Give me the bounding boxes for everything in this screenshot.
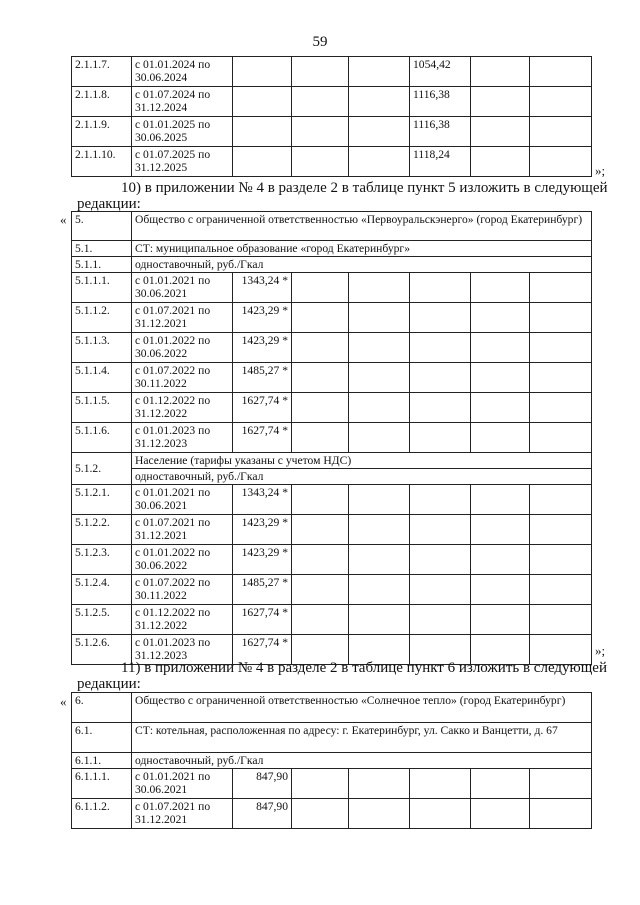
empty-cell — [233, 117, 292, 147]
empty-cell — [233, 57, 292, 87]
empty-cell — [349, 303, 410, 333]
table-row — [72, 87, 592, 117]
empty-cell — [410, 605, 471, 635]
paragraph-10-line1: 10) в приложении № 4 в разделе 2 в таблице пункт 5 изложить в следующей — [121, 180, 608, 196]
empty-cell — [292, 393, 349, 423]
row-title: СТ: котельная, расположенная по адресу: г. Екатеринбург, ул. Сакко и Ванцетти, д. 67 — [132, 723, 592, 753]
empty-cell — [530, 147, 592, 177]
row-code: 2.1.1.10. — [72, 147, 132, 177]
table-row — [72, 423, 592, 453]
empty-cell — [349, 117, 410, 147]
empty-cell — [530, 799, 592, 829]
row-period: с 01.07.2024 по 31.12.2024 — [132, 87, 233, 117]
paragraph-10-line2: редакции: — [77, 196, 141, 212]
empty-cell — [410, 485, 471, 515]
row-value: 847,90 — [233, 769, 292, 799]
row-value: 1627,74 * — [233, 635, 292, 665]
empty-cell — [530, 273, 592, 303]
table-row — [72, 212, 592, 241]
row-period: с 01.07.2021 по 31.12.2021 — [132, 515, 233, 545]
table-row — [72, 469, 592, 485]
row-code: 6.1.1.1. — [72, 769, 132, 799]
empty-cell — [530, 575, 592, 605]
empty-cell — [530, 393, 592, 423]
empty-cell — [471, 57, 530, 87]
row-title: одноставочный, руб./Гкал — [132, 753, 592, 769]
row-value: 1343,24 * — [233, 273, 292, 303]
table-body — [72, 57, 592, 177]
row-code: 6. — [72, 693, 132, 723]
row-code: 5.1.1.5. — [72, 393, 132, 423]
empty-cell — [530, 303, 592, 333]
row-period: с 01.12.2022 по 31.12.2022 — [132, 605, 233, 635]
row-code: 5.1.1.2. — [72, 303, 132, 333]
table-row — [72, 257, 592, 273]
empty-cell — [349, 363, 410, 393]
row-period: с 01.01.2022 по 30.06.2022 — [132, 545, 233, 575]
empty-cell — [530, 333, 592, 363]
empty-cell — [292, 799, 349, 829]
empty-cell — [410, 575, 471, 605]
opening-quote: « — [60, 694, 67, 709]
paragraph-10 — [77, 180, 617, 212]
row-code: 6.1. — [72, 723, 132, 753]
row-period: с 01.07.2025 по 31.12.2025 — [132, 147, 233, 177]
empty-cell — [410, 515, 471, 545]
empty-cell — [292, 57, 349, 87]
tariff-table-item-5 — [71, 211, 592, 665]
row-code: 5.1. — [72, 241, 132, 257]
empty-cell — [292, 485, 349, 515]
empty-cell — [233, 87, 292, 117]
empty-cell — [530, 57, 592, 87]
paragraph-11-line1: 11) в приложении № 4 в разделе 2 в таблице пункт 6 изложить в следующей — [121, 660, 607, 676]
row-period: с 01.01.2021 по 30.06.2021 — [132, 769, 233, 799]
empty-cell — [349, 87, 410, 117]
row-code: 5. — [72, 212, 132, 241]
paragraph-11 — [77, 660, 617, 692]
row-code: 5.1.2.4. — [72, 575, 132, 605]
row-value: 1485,27 * — [233, 575, 292, 605]
empty-cell — [471, 393, 530, 423]
row-code: 5.1.2.2. — [72, 515, 132, 545]
empty-cell — [292, 117, 349, 147]
table-row — [72, 393, 592, 423]
row-period: с 01.01.2025 по 30.06.2025 — [132, 117, 233, 147]
empty-cell — [471, 769, 530, 799]
tariff-table-item-6 — [71, 692, 592, 829]
table-row — [72, 485, 592, 515]
empty-cell — [349, 515, 410, 545]
row-title: одноставочный, руб./Гкал — [132, 469, 592, 485]
row-value: 1627,74 * — [233, 605, 292, 635]
row-title: СТ: муниципальное образование «город Екатеринбург» — [132, 241, 592, 257]
empty-cell — [349, 147, 410, 177]
empty-cell — [530, 485, 592, 515]
empty-cell — [292, 363, 349, 393]
row-value: 1423,29 * — [233, 545, 292, 575]
table-row — [72, 147, 592, 177]
row-period: с 01.07.2021 по 31.12.2021 — [132, 303, 233, 333]
empty-cell — [410, 423, 471, 453]
row-period: с 01.01.2023 по 31.12.2023 — [132, 423, 233, 453]
empty-cell — [471, 303, 530, 333]
row-code: 5.1.1.4. — [72, 363, 132, 393]
empty-cell — [530, 769, 592, 799]
row-value: 1054,42 — [410, 57, 471, 87]
row-code: 5.1.1.1. — [72, 273, 132, 303]
empty-cell — [471, 485, 530, 515]
empty-cell — [410, 273, 471, 303]
table-row — [72, 453, 592, 469]
table-row — [72, 545, 592, 575]
row-value: 1423,29 * — [233, 515, 292, 545]
row-period: с 01.01.2024 по 30.06.2024 — [132, 57, 233, 87]
empty-cell — [349, 273, 410, 303]
closing-quote: »; — [595, 163, 606, 178]
row-title: Население (тарифы указаны с учетом НДС) — [132, 453, 592, 469]
row-period: с 01.07.2022 по 30.11.2022 — [132, 575, 233, 605]
empty-cell — [530, 545, 592, 575]
row-code: 5.1.2. — [72, 453, 132, 485]
empty-cell — [292, 333, 349, 363]
table-row — [72, 575, 592, 605]
empty-cell — [530, 423, 592, 453]
empty-cell — [471, 545, 530, 575]
row-value: 1116,38 — [410, 87, 471, 117]
table-row — [72, 303, 592, 333]
table-row — [72, 117, 592, 147]
row-code: 2.1.1.7. — [72, 57, 132, 87]
opening-quote: « — [60, 212, 67, 227]
empty-cell — [292, 273, 349, 303]
empty-cell — [471, 87, 530, 117]
paragraph-11-line2: редакции: — [77, 676, 141, 692]
row-code: 5.1.2.6. — [72, 635, 132, 665]
empty-cell — [410, 393, 471, 423]
empty-cell — [530, 605, 592, 635]
table-body — [72, 693, 592, 829]
row-code: 2.1.1.8. — [72, 87, 132, 117]
empty-cell — [292, 87, 349, 117]
row-value: 847,90 — [233, 799, 292, 829]
empty-cell — [292, 303, 349, 333]
empty-cell — [292, 545, 349, 575]
empty-cell — [530, 363, 592, 393]
empty-cell — [410, 769, 471, 799]
row-title: Общество с ограниченной ответственностью «Первоуральскэнерго» (город Екатеринбург) — [132, 212, 592, 241]
empty-cell — [292, 515, 349, 545]
empty-cell — [471, 515, 530, 545]
empty-cell — [349, 769, 410, 799]
empty-cell — [471, 273, 530, 303]
empty-cell — [349, 333, 410, 363]
row-period: с 01.01.2021 по 30.06.2021 — [132, 485, 233, 515]
table-row — [72, 515, 592, 545]
empty-cell — [410, 333, 471, 363]
row-value: 1627,74 * — [233, 393, 292, 423]
empty-cell — [349, 575, 410, 605]
row-value: 1343,24 * — [233, 485, 292, 515]
empty-cell — [349, 57, 410, 87]
empty-cell — [410, 545, 471, 575]
table-row — [72, 57, 592, 87]
empty-cell — [349, 799, 410, 829]
empty-cell — [349, 545, 410, 575]
table-row — [72, 753, 592, 769]
row-period: с 01.07.2021 по 31.12.2021 — [132, 799, 233, 829]
empty-cell — [471, 363, 530, 393]
row-code: 5.1.2.5. — [72, 605, 132, 635]
table-row — [72, 363, 592, 393]
empty-cell — [233, 147, 292, 177]
empty-cell — [471, 799, 530, 829]
row-value: 1485,27 * — [233, 363, 292, 393]
table-row — [72, 241, 592, 257]
empty-cell — [471, 575, 530, 605]
table-row — [72, 769, 592, 799]
row-title: одноставочный, руб./Гкал — [132, 257, 592, 273]
row-code: 5.1.1.6. — [72, 423, 132, 453]
row-period: с 01.12.2022 по 31.12.2022 — [132, 393, 233, 423]
empty-cell — [471, 117, 530, 147]
table-row — [72, 605, 592, 635]
row-value: 1118,24 — [410, 147, 471, 177]
empty-cell — [471, 147, 530, 177]
closing-quote: »; — [595, 643, 606, 658]
empty-cell — [410, 303, 471, 333]
row-code: 5.1.1.3. — [72, 333, 132, 363]
empty-cell — [530, 515, 592, 545]
empty-cell — [349, 393, 410, 423]
row-code: 5.1.1. — [72, 257, 132, 273]
row-period: с 01.01.2023 по 31.12.2023 — [132, 635, 233, 665]
tariff-table-continuation — [71, 56, 592, 177]
table-row — [72, 333, 592, 363]
empty-cell — [292, 575, 349, 605]
empty-cell — [410, 799, 471, 829]
empty-cell — [292, 423, 349, 453]
empty-cell — [292, 605, 349, 635]
table-row — [72, 799, 592, 829]
empty-cell — [349, 423, 410, 453]
row-code: 5.1.2.1. — [72, 485, 132, 515]
row-period: с 01.01.2021 по 30.06.2021 — [132, 273, 233, 303]
empty-cell — [292, 769, 349, 799]
empty-cell — [471, 333, 530, 363]
row-period: с 01.07.2022 по 30.11.2022 — [132, 363, 233, 393]
row-value: 1627,74 * — [233, 423, 292, 453]
empty-cell — [530, 87, 592, 117]
empty-cell — [410, 363, 471, 393]
page-number: 59 — [312, 34, 328, 50]
row-value: 1116,38 — [410, 117, 471, 147]
row-code: 6.1.1. — [72, 753, 132, 769]
row-code: 6.1.1.2. — [72, 799, 132, 829]
empty-cell — [292, 147, 349, 177]
row-value: 1423,29 * — [233, 333, 292, 363]
row-code: 2.1.1.9. — [72, 117, 132, 147]
table-body — [72, 212, 592, 665]
empty-cell — [530, 117, 592, 147]
row-period: с 01.01.2022 по 30.06.2022 — [132, 333, 233, 363]
row-title: Общество с ограниченной ответственностью «Солнечное тепло» (город Екатеринбург) — [132, 693, 592, 723]
row-value: 1423,29 * — [233, 303, 292, 333]
table-row — [72, 723, 592, 753]
table-row — [72, 693, 592, 723]
empty-cell — [349, 605, 410, 635]
empty-cell — [471, 423, 530, 453]
empty-cell — [349, 485, 410, 515]
row-code: 5.1.2.3. — [72, 545, 132, 575]
empty-cell — [471, 605, 530, 635]
table-row — [72, 273, 592, 303]
